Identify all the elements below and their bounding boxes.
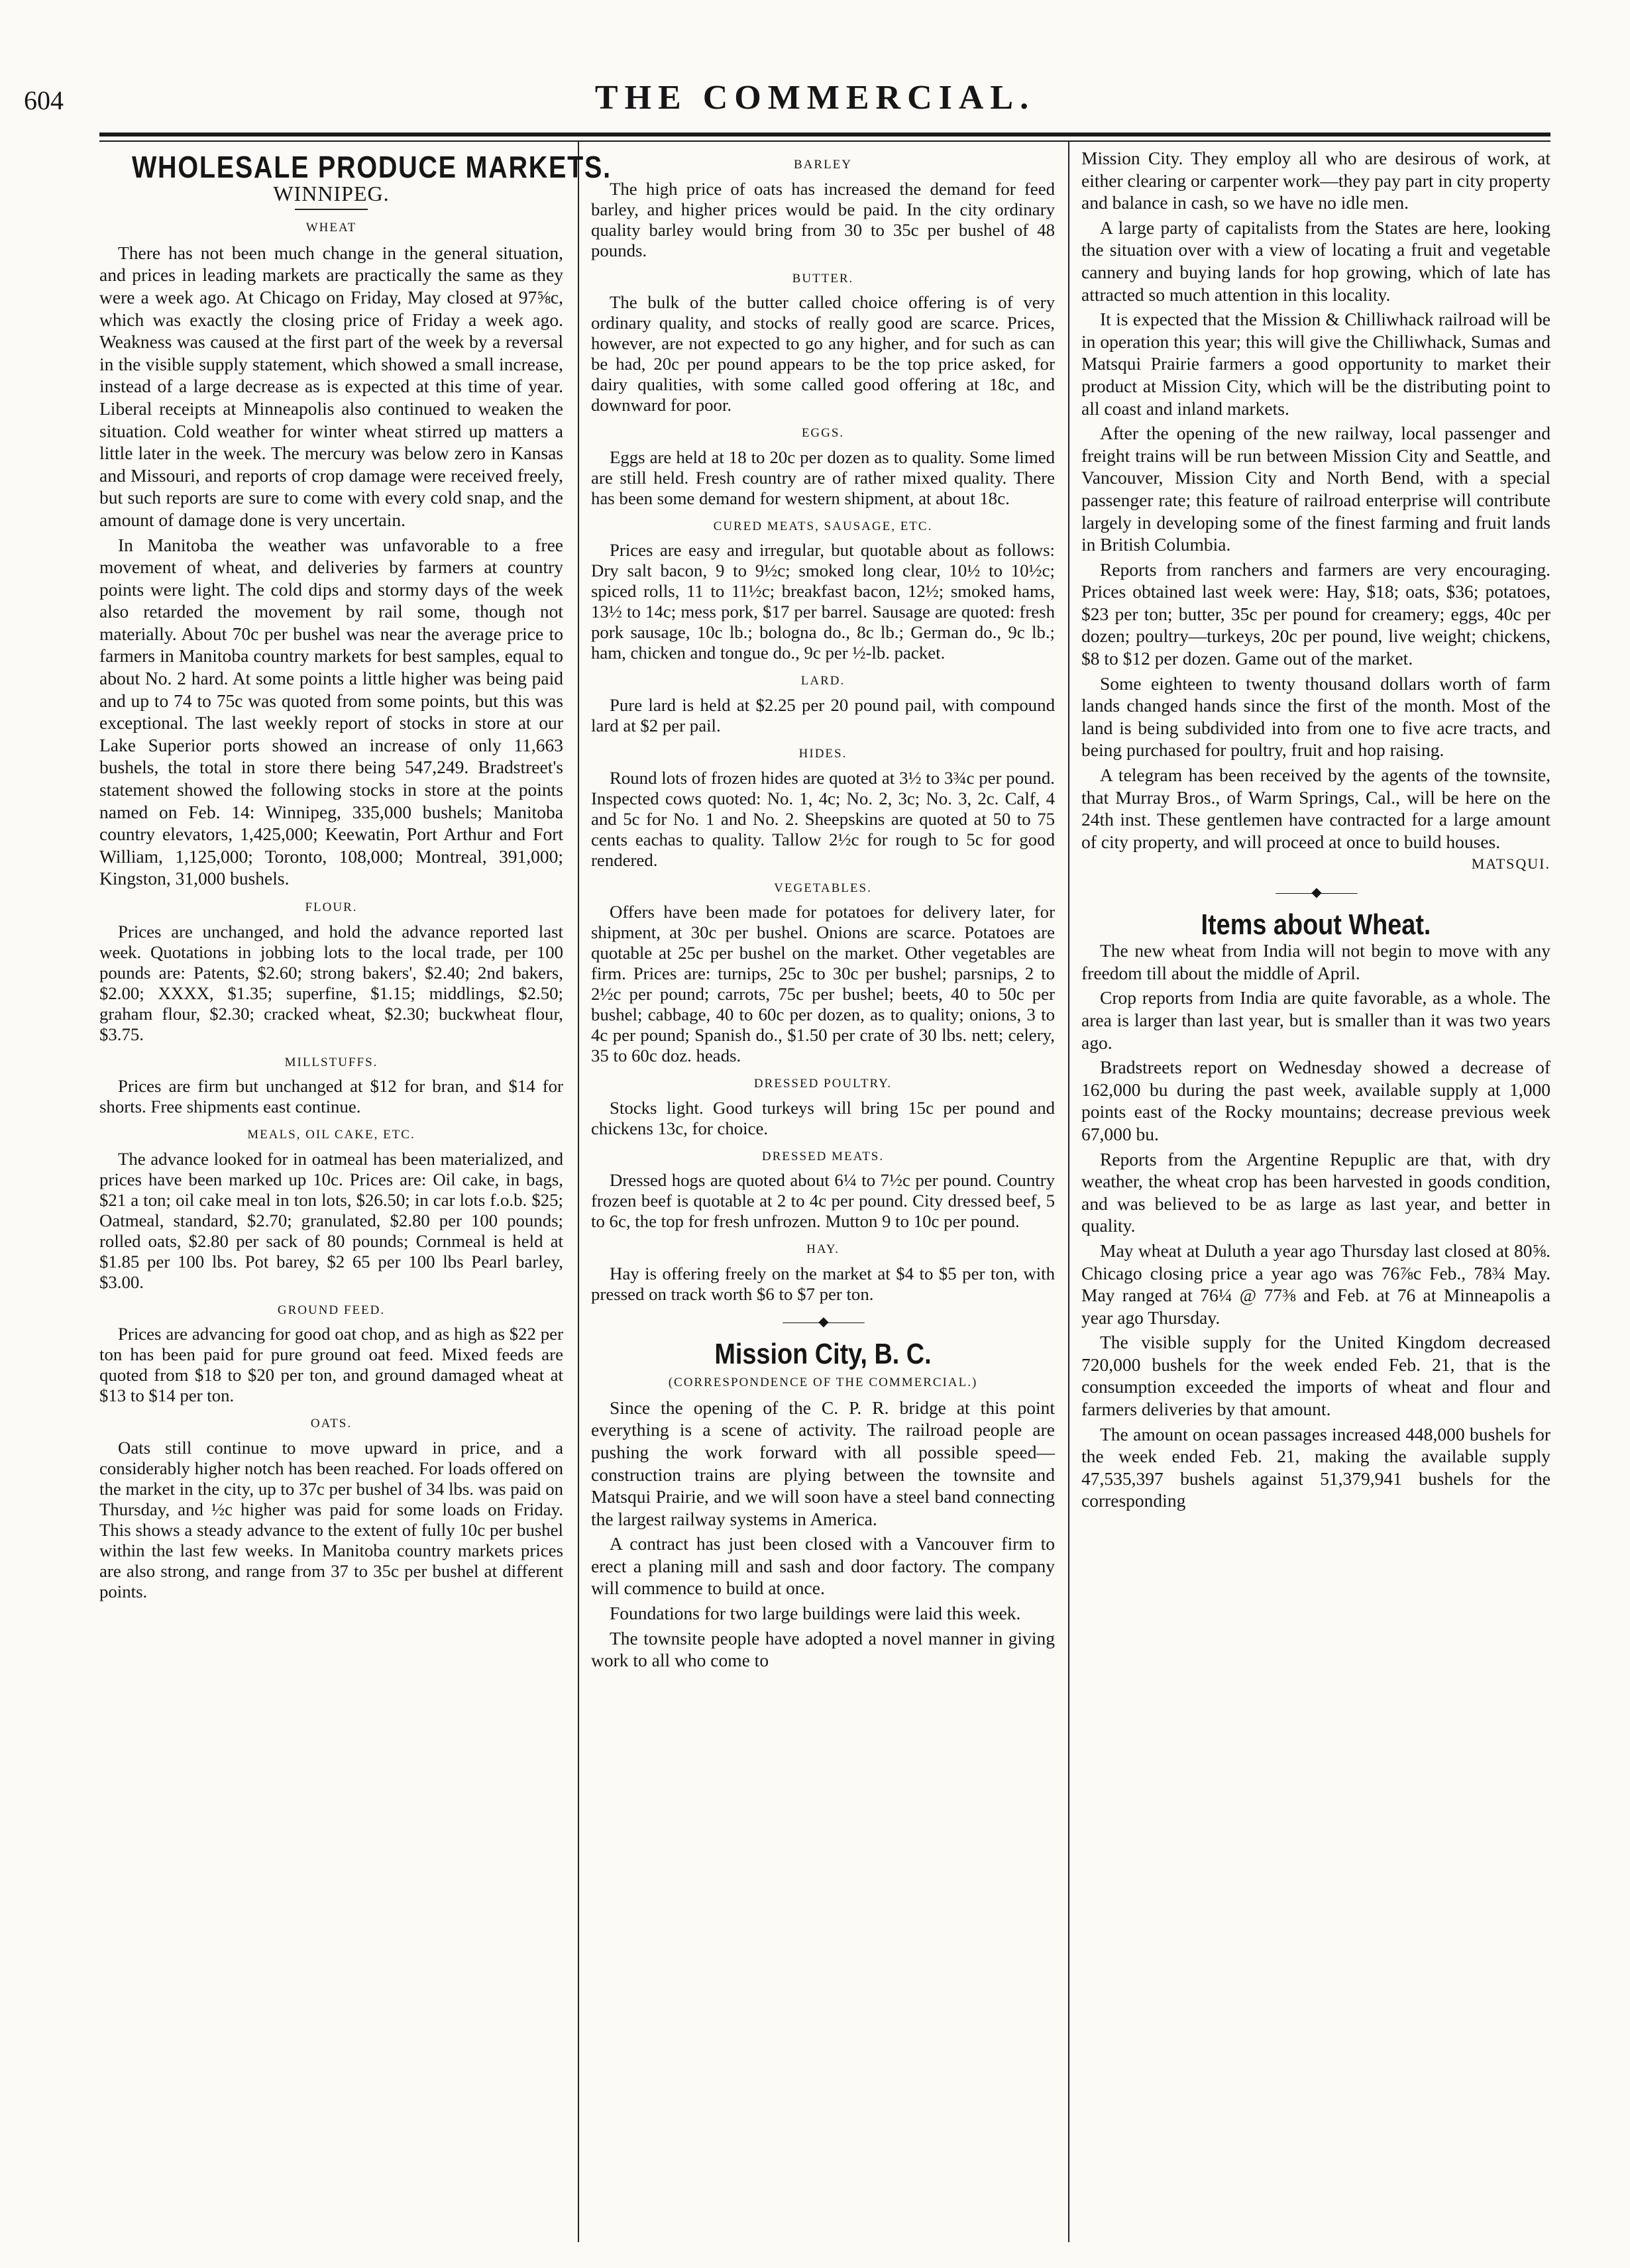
page-number: 604 [24, 85, 64, 115]
subsection-title-dressed-poultry: DRESSED POULTRY. [753, 1077, 893, 1091]
paragraph: The townsite people have adopted a novel manner in giving work to all who come to [591, 1627, 1055, 1671]
paragraph: Some eighteen to twenty thousand dollars worth of farm lands changed hands since the first of the month. Most of the land is being subdivided into from one to five acre tracts, and being purchased for poultry, fruit and hop raising. [1081, 673, 1550, 761]
paragraph: The high price of oats has increased the demand for feed barley, and higher prices would be paid. In the city ordinary quality barley would bring from 30 to 35c per bushel of 48 pounds. [591, 178, 1055, 260]
paragraph: The bulk of the butter called choice offering is of very ordinary quality, and stocks of really good are scarce. Prices, however, are not expected to go any higher, and for such as can be had, 20c per pound appears to be the top price asked, for dairy qualities, with some called good offering at 18c, and downward for poor. [591, 292, 1055, 415]
article-heading-mission-city: Mission City, B. C. [714, 1337, 932, 1370]
subsection-title-hay: HAY. [806, 1242, 840, 1257]
paragraph-text: A telegram has been received by the agents of the townsite, that Murray Bros., of Warm Springs, Cal., will be here on the 24th inst. These gentlemen have contracted for a large amount of city property, and will proceed at once to build houses. [1081, 765, 1550, 852]
subsection-title-lard: LARD. [800, 674, 845, 688]
subsection-title-ground-feed: GROUND FEED. [277, 1303, 386, 1317]
paragraph: Foundations for two large buildings were laid this week. [610, 1603, 1021, 1624]
correspondence-line: (CORRESPONDENCE OF THE COMMERCIAL.) [668, 1376, 978, 1390]
paragraph: In Manitoba the weather was unfavorable to a free movement of wheat, and deliveries by farmers at country points were light. The cold dips and stormy days of the week also retarded the movement by rail some, though not materially. About 70c per bushel was near the average price to farmers in Manitoba country markets for best samples, equal to about No. 2 hard. At some points a little higher was being paid and up to 74 to 75c was quoted from some points, but this was exceptional. The last weekly report of stocks in store at our Lake Superior ports showed an increase of only 11,663 bushels, the total in store there being 547,249. Bradstreet's statement showed the following stocks in store at the points named on Feb. 14: Winnipeg, 335,000 bushels; Manitoba country elevators, 1,425,000; Keewatin, Port Arthur and Fort William, 1,125,000; Toronto, 108,000; Montreal, 391,000; Kingston, 31,000 bushels. [99, 534, 563, 889]
header-rule-thick [99, 133, 1550, 136]
subsection-title-barley: BARLEY [794, 158, 852, 172]
paragraph: Prices are easy and irregular, but quotable about as follows: Dry salt bacon, 9 to 9½c; smoked long clear, 10½ to 10½c; spiced rolls, 11 to 11½c; breakfast bacon, 12½; smoked hams, 13½ to 14c; mess pork, $17 per barrel. Sausage are quoted: fresh pork sausage, 10c lb.; bologna do., 8c lb.; German do., 9c lb.; ham, chicken and tongue do., 9c per ½-lb. packet. [591, 540, 1055, 663]
short-rule [295, 209, 368, 210]
subsection-title-vegetables: VEGETABLES. [774, 881, 872, 895]
column-1 [99, 147, 612, 2254]
article-heading-items-about-wheat: Items about Wheat. [1201, 908, 1431, 941]
subsection-title-flour: FLOUR. [305, 900, 358, 914]
publication-title: THE COMMERCIAL. [594, 79, 1036, 117]
paragraph: Bradstreets report on Wednesday showed a decrease of 162,000 bu during the past week, available supply at 1,000 points east of the Rocky mountains; decrease previous week 67,000 bu. [1081, 1057, 1550, 1144]
section-ornament: ―――◆――― [1276, 885, 1356, 900]
subsection-title-dressed-meats: DRESSED MEATS. [761, 1149, 885, 1163]
paragraph [1081, 764, 1550, 873]
paragraph: Reports from the Argentine Repuplic are that, with dry weather, the wheat crop has been harvested in goods condition, and was believed to be as large as last year, and better in quality. [1081, 1148, 1550, 1236]
section-heading-wholesale: WHOLESALE PRODUCE MARKETS. [132, 150, 612, 184]
paragraph: Dressed hogs are quoted about 6¼ to 7½c per pound. Country frozen beef is quotable at 2 to 4c per pound. City dressed beef, 5 to 6c, the top for fresh unfrozen. Mutton 9 to 10c per pound. [591, 1170, 1055, 1232]
paragraph: The advance looked for in oatmeal has been materialized, and prices have been marked up 10c. Prices are: Oil cake, in bags, $21 a ton; oil cake meal in ton lots, $26.50; in car lots f.o.b. $25; Oatmeal, standard, $2.70; granulated, $2.80 per 100 pounds; rolled oats, $2.80 per sack of 80 pounds; Cornmeal is held at $1.85 per 100 lbs. Pot barey, $2 65 per 100 lbs Pearl barley, $3.00. [99, 1148, 563, 1292]
paragraph: Offers have been made for potatoes for delivery later, for shipment, at 30c per bushel. Onions are scarce. Potatoes are quotable at 25c per bushel on the market. Other vegetables are firm. Prices are: turnips, 25c to 30c per bushel; parsnips, 2 to 2½c per pound; carrots, 75c per bushel; beets, 40 to 50c per bushel; cabbage, 40 to 60c per dozen, as to quality; onions, 3 to 4c per pound; Spanish do., $1.50 per crate of 30 lbs. nett; celery, 35 to 60c doz. heads. [591, 902, 1055, 1066]
paragraph: Eggs are held at 18 to 20c per dozen as to quality. Some limed are still held. Fresh country are of rather mixed quality. There has been some demand for western shipment, at about 18c. [591, 447, 1055, 508]
subheading-winnipeg: WINNIPEG. [273, 181, 390, 205]
subsection-title-eggs: EGGS. [801, 426, 845, 441]
paragraph: After the opening of the new railway, local passenger and freight trains will be run between Mission City and Seattle, and Vancouver, Mission City and North Bend, with a special passenger rate; this feature of railroad enterprise will contribute largely in developing some of the finest farming and fruit lands in British Columbia. [1081, 423, 1550, 555]
paragraph: Prices are advancing for good oat chop, and as high as $22 per ton has been paid for pure ground oat feed. Mixed feeds are quoted from $18 to $20 per ton, and ground damaged wheat at $13 to $14 per ton. [99, 1324, 563, 1406]
paragraph: Stocks light. Good turkeys will bring 15c per pound and chickens 13c, for choice. [591, 1097, 1055, 1138]
column-divider-2 [1068, 142, 1069, 2242]
paragraph: A contract has just been closed with a Vancouver firm to erect a planing mill and sash and door factory. The company will commence to build at once. [591, 1533, 1055, 1599]
column-2 [591, 147, 1055, 2254]
paragraph: A large party of capitalists from the States are here, looking the situation over with a view of locating a fruit and vegetable cannery and buying lands for hop growing, which of late has attracted so much attention in this locality. [1081, 217, 1550, 305]
paragraph: The visible supply for the United Kingdom decreased 720,000 bushels for the week ended Feb. 21, that is the consumption exceeded the imports of wheat and flour and farmers deliveries by that amount. [1081, 1332, 1550, 1420]
subsection-title-millstuffs: MILLSTUFFS. [284, 1055, 378, 1069]
paragraph: Mission City. They employ all who are desirous of work, at either clearing or carpenter work—they pay part in city property and balance in cash, so we have no idle men. [1081, 148, 1550, 213]
paragraph: Oats still continue to move upward in price, and a considerably higher notch has been reached. For loads offered on the market in the city, up to 37c per bushel of 34 lbs. was paid on Thursday, and ½c higher was paid for some loads on Friday. This shows a steady advance to the extent of fully 10c per bushel within the last few weeks. In Manitoba country markets prices are also strong, and range from 37 to 35c per bushel at different points. [99, 1437, 563, 1601]
subsection-title-wheat: WHEAT [305, 221, 357, 235]
column-3 [1081, 147, 1550, 2254]
paragraph: Round lots of frozen hides are quoted at 3½ to 3¾c per pound. Inspected cows quoted: No. 1, 4c; No. 2, 3c; No. 3, 2c. Calf, 4 and 5c for No. 1 and No. 2. Sheepskins are quoted at 50 to 75 cents eachas to quality. Tallow 2½c for rough to 5c for good rendered. [591, 767, 1055, 870]
paragraph: The amount on ocean passages increased 448,000 bushels for the week ended Feb. 21, making the available supply 47,535,397 bushels against 51,379,941 bushels for the corresponding [1081, 1423, 1550, 1511]
paragraph: It is expected that the Mission & Chilliwhack railroad will be in operation this year; this will give the Chilliwhack, Sumas and Matsqui Prairie farmers a good opportunity to market their product at Mission City, which will be the distributing point to all coast and inland markets. [1081, 309, 1550, 419]
subsection-title-butter: BUTTER. [792, 271, 854, 286]
column-divider-1 [578, 142, 579, 2242]
subsection-title-cured-meats: CURED MEATS, SAUSAGE, ETC. [713, 519, 933, 533]
subsection-title-oats: OATS. [310, 1417, 353, 1431]
subsection-title-hides: HIDES. [798, 746, 847, 761]
paragraph: Prices are unchanged, and hold the advance reported last week. Quotations in jobbing lots to the local trade, per 100 pounds are: Patents, $2.60; strong bakers', $2.40; 2nd bakers, $2.00; XXXX, $1.35; superfine, $1.15; middlings, $2.50; graham flour, $2.30; cracked wheat, $2.30; buckwheat flour, $3.75. [99, 921, 563, 1044]
signature-matsqui: MATSQUI. [1471, 855, 1550, 873]
paragraph: May wheat at Duluth a year ago Thursday last closed at 80⅝. Chicago closing price a year ago was 76⅞c Feb., 78¾ May. May ranged at 76¼ @ 77⅜ and Feb. at 76 at Minneapolis a year ago Thursday. [1081, 1240, 1550, 1328]
paragraph: Hay is offering freely on the market at $4 to $5 per ton, with pressed on track worth $6 to $7 per ton. [591, 1263, 1055, 1304]
paragraph: Prices are firm but unchanged at $12 for bran, and $14 for shorts. Free shipments east continue. [99, 1076, 563, 1117]
paragraph: There has not been much change in the general situation, and prices in leading markets are practically the same as they were a week ago. At Chicago on Friday, May closed at 97⅝c, which was exactly the closing price of Friday a week ago. Weakness was caused at the first part of the week by a reversal in the visible supply statement, which showed a small increase, instead of a large decrease as is expected at this time of year. Liberal receipts at Minneapolis also continued to weaken the situation. Cold weather for winter wheat stirred up matters a little later in the week. The mercury was below zero in Kansas and Missouri, and reports of crop damage were received freely, but such reports are sure to come with every cold snap, and the amount of damage done is very uncertain. [99, 242, 563, 530]
paragraph: Since the opening of the C. P. R. bridge at this point everything is a scene of activity. The railroad people are pushing the work forward with all possible speed—construction trains are plying between the townsite and Matsqui Prairie, and we will soon have a steel band connecting the largest railway systems in America. [591, 1397, 1055, 1529]
subsection-title-meals: MEALS, OIL CAKE, ETC. [247, 1128, 415, 1142]
section-ornament: ―――◆――― [783, 1314, 863, 1329]
paragraph: Crop reports from India are quite favorable, as a whole. The area is larger than last year, but is smaller than it was two years ago. [1081, 987, 1550, 1053]
paragraph: Reports from ranchers and farmers are very encouraging. Prices obtained last week were: Hay, $18; oats, $36; potatoes, $23 per ton; butter, 35c per pound for creamery; eggs, 40c per dozen; poultry—turkeys, 20c per pound, live weight; chickens, $8 to $12 per dozen. Game out of the market. [1081, 559, 1550, 669]
paragraph: Pure lard is held at $2.25 per 20 pound pail, with compound lard at $2 per pail. [591, 694, 1055, 735]
paragraph: The new wheat from India will not begin to move with any freedom till about the middle of April. [1081, 940, 1550, 983]
header-rule-thin [99, 140, 1550, 142]
